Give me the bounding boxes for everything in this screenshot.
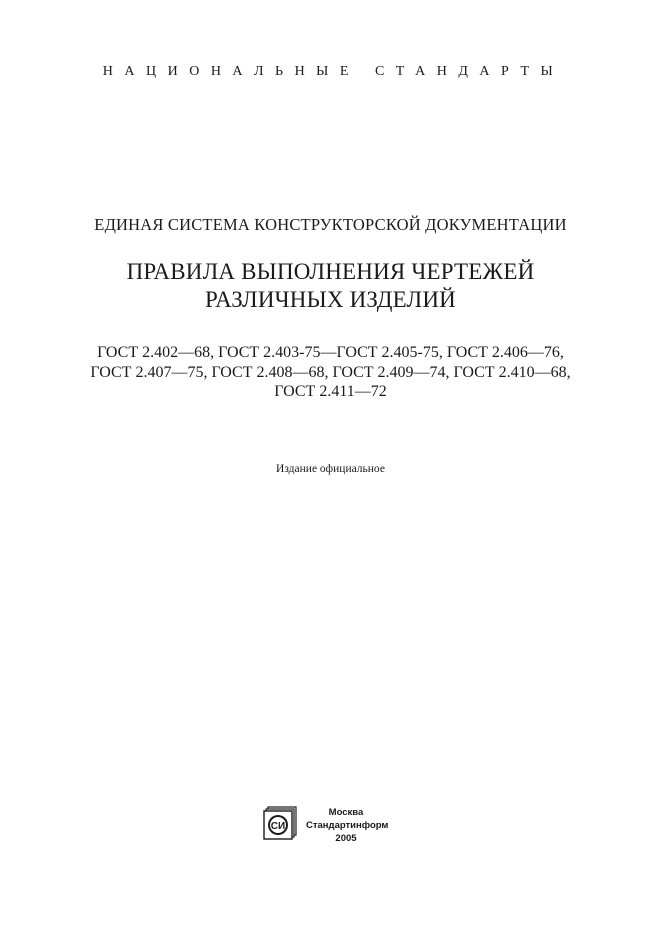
publisher-name: Стандартинформ <box>306 820 389 831</box>
standards-line-3: ГОСТ 2.411—72 <box>274 383 387 400</box>
standards-list <box>0 343 661 402</box>
standards-line-1: ГОСТ 2.402—68, ГОСТ 2.403-75—ГОСТ 2.405-75, ГОСТ 2.406—76, <box>97 344 564 361</box>
publisher-city: Москва <box>328 807 364 818</box>
series-header: НАЦИОНАЛЬНЫЕ СТАНДАРТЫ <box>102 64 565 79</box>
document-title-line-1: ПРАВИЛА ВЫПОЛНЕНИЯ ЧЕРТЕЖЕЙ <box>126 259 535 284</box>
publisher-text <box>306 806 389 845</box>
standartinform-logo-icon <box>262 806 298 842</box>
standards-line-2: ГОСТ 2.407—75, ГОСТ 2.408—68, ГОСТ 2.409—74, ГОСТ 2.410—68, <box>90 363 571 381</box>
edition-note: Издание официальное <box>276 463 385 475</box>
document-title-line-2: РАЗЛИЧНЫХ ИЗДЕЛИЙ <box>205 287 456 312</box>
publisher-block <box>262 806 389 846</box>
logo-letters: СИ <box>270 821 286 832</box>
publisher-year: 2005 <box>335 833 357 844</box>
document-title <box>0 258 661 314</box>
system-title: ЕДИНАЯ СИСТЕМА КОНСТРУКТОРСКОЙ ДОКУМЕНТАЦИИ <box>94 215 567 234</box>
